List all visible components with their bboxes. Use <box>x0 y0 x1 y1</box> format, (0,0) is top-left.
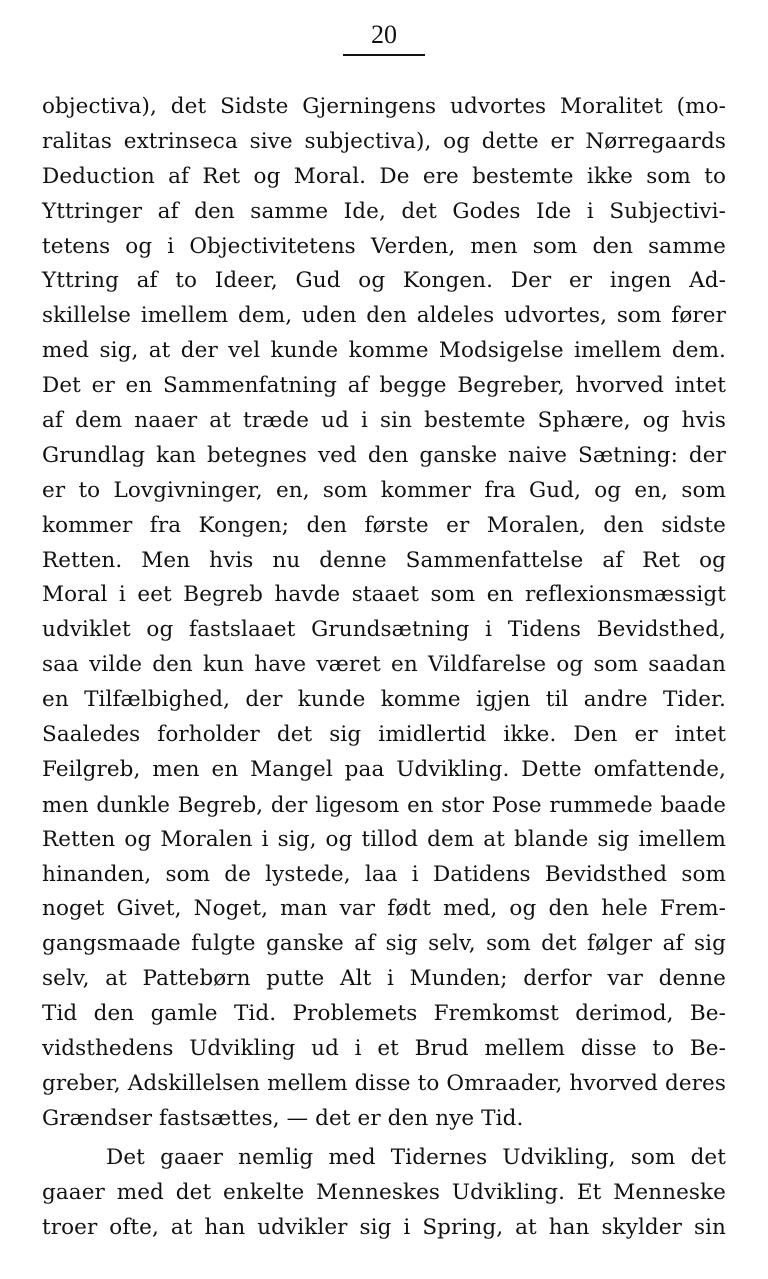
text-line: kommer fra Kongen; den første er Moralen, den sidste <box>42 512 726 538</box>
text-line: Grændser fastsættes, — det er den nye Tid. <box>42 1105 524 1131</box>
text-line: Det er en Sammenfatning af begge Begreber, hvorved intet <box>42 373 726 399</box>
page-header <box>0 18 768 56</box>
text-line: gaaer med det enkelte Menneskes Udvikling. Et Menneske <box>42 1179 726 1205</box>
text-line: Yttringer af den samme Ide, det Godes Ide i Subjectivi- <box>42 198 726 224</box>
text-line: troer ofte, at han udvikler sig i Spring, at han skylder sin <box>42 1214 726 1240</box>
text-line: Moral i eet Begreb havde staaet som en reflexionsmæssigt <box>42 582 726 608</box>
text-line: noget Givet, Noget, man var født med, og den hele Frem- <box>42 896 726 922</box>
text-line: Det gaaer nemlig med Tidernes Udvikling, som det <box>106 1144 726 1170</box>
text-line: Retten og Moralen i sig, og tillod dem at blande sig imellem <box>42 826 726 852</box>
text-line: ralitas extrinseca sive subjectiva), og dette er Nørregaards <box>42 128 726 154</box>
text-line: tetens og i Objectivitetens Verden, men som den samme <box>42 233 726 259</box>
text-line: men dunkle Begreb, der ligesom en stor Pose rummede baade <box>42 791 726 817</box>
text-line: greber, Adskillelsen mellem disse to Omraader, hvorved deres <box>42 1070 726 1096</box>
text-line: selv, at Pattebørn putte Alt i Munden; derfor var denne <box>42 966 726 992</box>
page-body <box>42 90 726 1245</box>
page-number: 20 <box>343 18 425 56</box>
paragraph-2 <box>42 1141 726 1246</box>
text-line: Tid den gamle Tid. Problemets Fremkomst derimod, Be- <box>42 1001 726 1027</box>
text-line: saa vilde den kun have været en Vildfarelse og som saadan <box>42 652 726 678</box>
text-line: objectiva), det Sidste Gjerningens udvortes Moralitet (mo- <box>42 94 726 119</box>
text-line: Grundlag kan betegnes ved den ganske naive Sætning: der <box>42 442 726 468</box>
text-line: Retten. Men hvis nu denne Sammenfattelse af Ret og <box>42 547 726 573</box>
text-line: Yttring af to Ideer, Gud og Kongen. Der er ingen Ad- <box>42 268 726 294</box>
text-line: vidsthedens Udvikling ud i et Brud mellem disse to Be- <box>42 1036 726 1062</box>
text-line: Feilgreb, men en Mangel paa Udvikling. Dette omfattende, <box>42 756 726 782</box>
text-line: er to Lovgivninger, en, som kommer fra Gud, og en, som <box>42 477 726 503</box>
text-line: udviklet og fastslaaet Grundsætning i Tidens Bevidsthed, <box>42 617 726 643</box>
text-line: Deduction af Ret og Moral. De ere bestemte ikke som to <box>42 163 726 189</box>
text-line: med sig, at der vel kunde komme Modsigelse imellem dem. <box>42 338 726 364</box>
text-line: af dem naaer at træde ud i sin bestemte Sphære, og hvis <box>42 408 726 434</box>
text-line: gangsmaade fulgte ganske af sig selv, som det følger af sig <box>42 931 726 957</box>
text-line: hinanden, som de lystede, laa i Datidens Bevidsthed som <box>42 861 726 887</box>
paragraph-1 <box>42 90 726 1137</box>
text-line: en Tilfælbighed, der kunde komme igjen til andre Tider. <box>42 687 726 713</box>
text-line: Saaledes forholder det sig imidlertid ikke. Den er intet <box>42 722 726 748</box>
text-line: skillelse imellem dem, uden den aldeles udvortes, som fører <box>42 303 726 329</box>
